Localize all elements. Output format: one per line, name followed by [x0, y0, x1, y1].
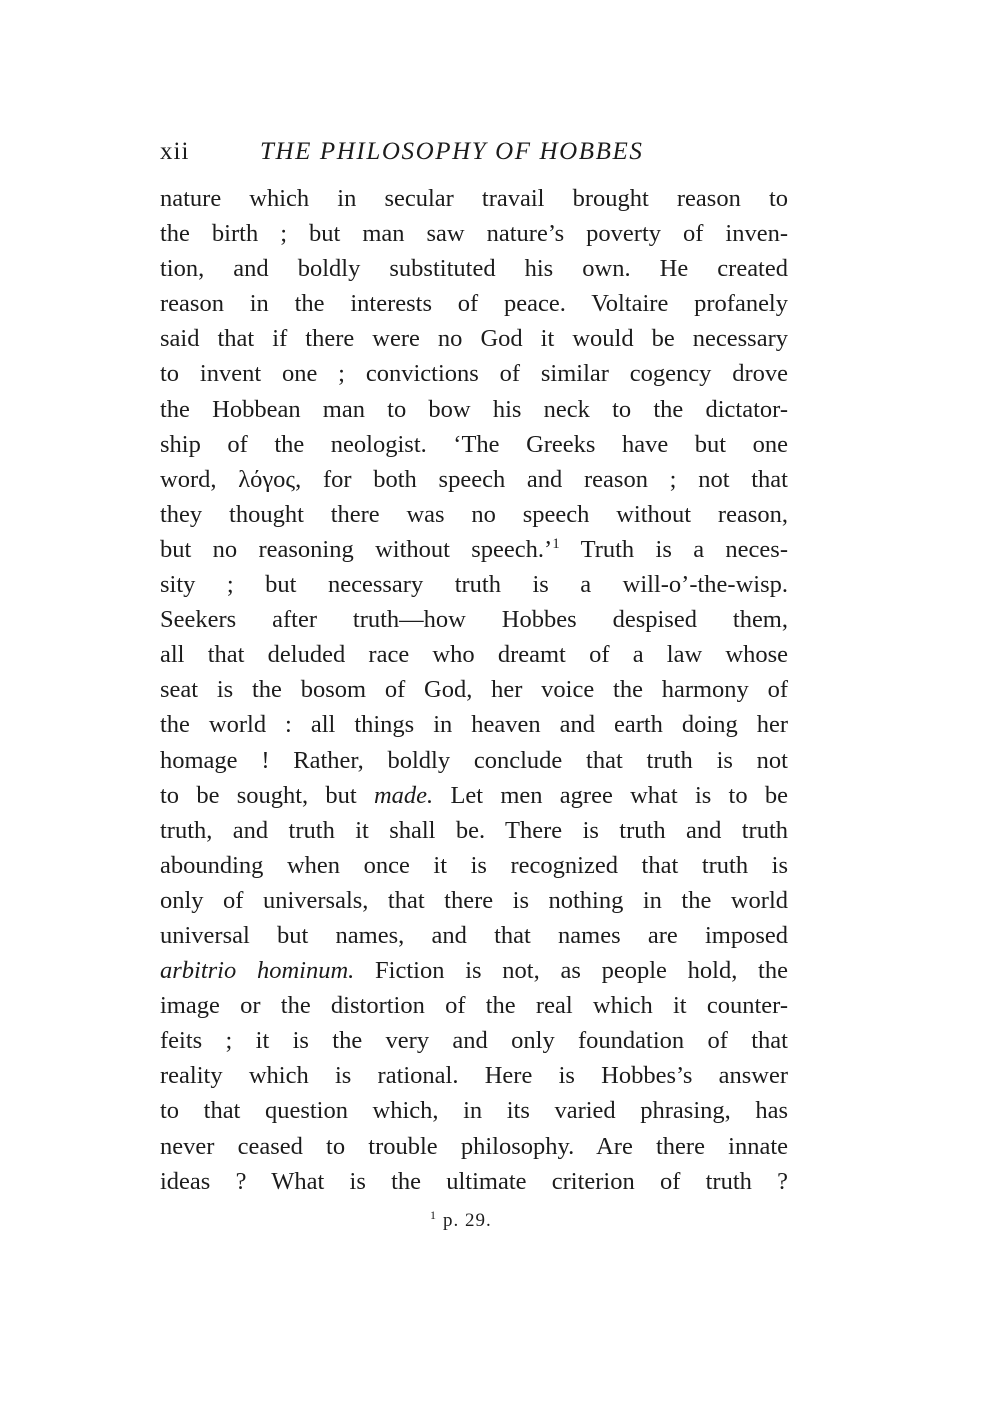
text-line: [160, 848, 788, 883]
text-line: [160, 813, 788, 848]
text-segment: word, λόγος, for both speech and reason ; not that: [160, 465, 788, 493]
text-segment: to that question which, in its varied phrasing, has: [160, 1097, 788, 1125]
text-segment: Truth is a neces-: [559, 535, 788, 563]
text-segment: feits ; it is the very and only foundation of that: [160, 1027, 788, 1055]
text-line: [160, 988, 788, 1023]
text-segment: the world : all things in heaven and earth doing her: [160, 711, 788, 739]
text-segment: only of universals, that there is nothing in the world: [160, 886, 788, 914]
text-line: [160, 181, 788, 216]
text-segment: they thought there was no speech without reason,: [160, 500, 788, 528]
text-line: [160, 286, 788, 321]
text-segment: homage ! Rather, boldly conclude that truth is not: [160, 746, 788, 774]
text-line: [160, 1058, 788, 1093]
running-title: THE PHILOSOPHY OF HOBBES: [260, 138, 644, 165]
text-segment: ship of the neologist. ‘The Greeks have but one: [160, 430, 788, 458]
text-segment: never ceased to trouble philosophy. Are there innate: [160, 1132, 788, 1160]
text-segment: seat is the bosom of God, her voice the harmony of: [160, 676, 788, 704]
text-segment: abounding when once it is recognized that truth is: [160, 851, 788, 879]
text-line: [160, 707, 788, 742]
text-line: [160, 1129, 788, 1164]
text-segment: universal but names, and that names are imposed: [160, 921, 788, 949]
text-line: [160, 497, 788, 532]
text-line: [160, 778, 788, 813]
text-segment: to invent one ; convictions of similar cogency drove: [160, 360, 788, 388]
text-segment: the birth ; but man saw nature’s poverty of inven-: [160, 220, 788, 248]
italic-text-segment: arbitrio hominum.: [160, 957, 355, 985]
text-segment: sity ; but necessary truth is a will-o’-the-wisp.: [160, 571, 788, 599]
text-segment: said that if there were no God it would be necessary: [160, 325, 788, 353]
text-line: [160, 216, 788, 251]
page-number: xii: [160, 138, 190, 165]
text-line: [160, 918, 788, 953]
text-line: [160, 1093, 788, 1128]
text-line: [160, 427, 788, 462]
text-segment: all that deluded race who dreamt of a law whose: [160, 641, 788, 669]
text-line: [160, 532, 788, 567]
text-segment: Let men agree what is to be: [433, 781, 788, 809]
text-segment: Seekers after truth—how Hobbes despised them,: [160, 606, 788, 634]
text-line: [160, 1164, 788, 1199]
text-segment: Fiction is not, as people hold, the: [354, 957, 788, 985]
text-segment: image or the distortion of the real which it counter-: [160, 992, 788, 1020]
text-segment: ideas ? What is the ultimate criterion of truth ?: [160, 1167, 788, 1195]
text-line: [160, 567, 788, 602]
text-segment: nature which in secular travail brought reason to: [160, 185, 788, 212]
text-line: [160, 1023, 788, 1058]
footnote: [430, 1208, 492, 1234]
footnote-marker: 1: [430, 1207, 437, 1222]
text-line: [160, 602, 788, 637]
text-segment: the Hobbean man to bow his neck to the dictator-: [160, 395, 788, 423]
text-line: [160, 251, 788, 286]
text-line: [160, 672, 788, 707]
body-text: [160, 181, 788, 1199]
text-line: [160, 356, 788, 391]
text-line: [160, 462, 788, 497]
text-segment: to be sought, but: [160, 781, 374, 809]
text-segment: reality which is rational. Here is Hobbes’s answer: [160, 1062, 788, 1090]
footnote-reference: 1: [552, 535, 560, 552]
running-head: [160, 134, 800, 170]
text-segment: tion, and boldly substituted his own. He created: [160, 255, 788, 283]
text-line: [160, 637, 788, 672]
text-segment: reason in the interests of peace. Voltaire profanely: [160, 290, 788, 318]
text-line: [160, 321, 788, 356]
text-line: [160, 392, 788, 427]
text-line: [160, 883, 788, 918]
text-line: [160, 953, 788, 988]
italic-text-segment: made.: [373, 781, 434, 809]
text-line: [160, 743, 788, 778]
text-segment: truth, and truth it shall be. There is truth and truth: [160, 816, 788, 844]
footnote-text: p. 29.: [443, 1210, 492, 1231]
text-segment: but no reasoning without speech.’: [160, 535, 553, 563]
